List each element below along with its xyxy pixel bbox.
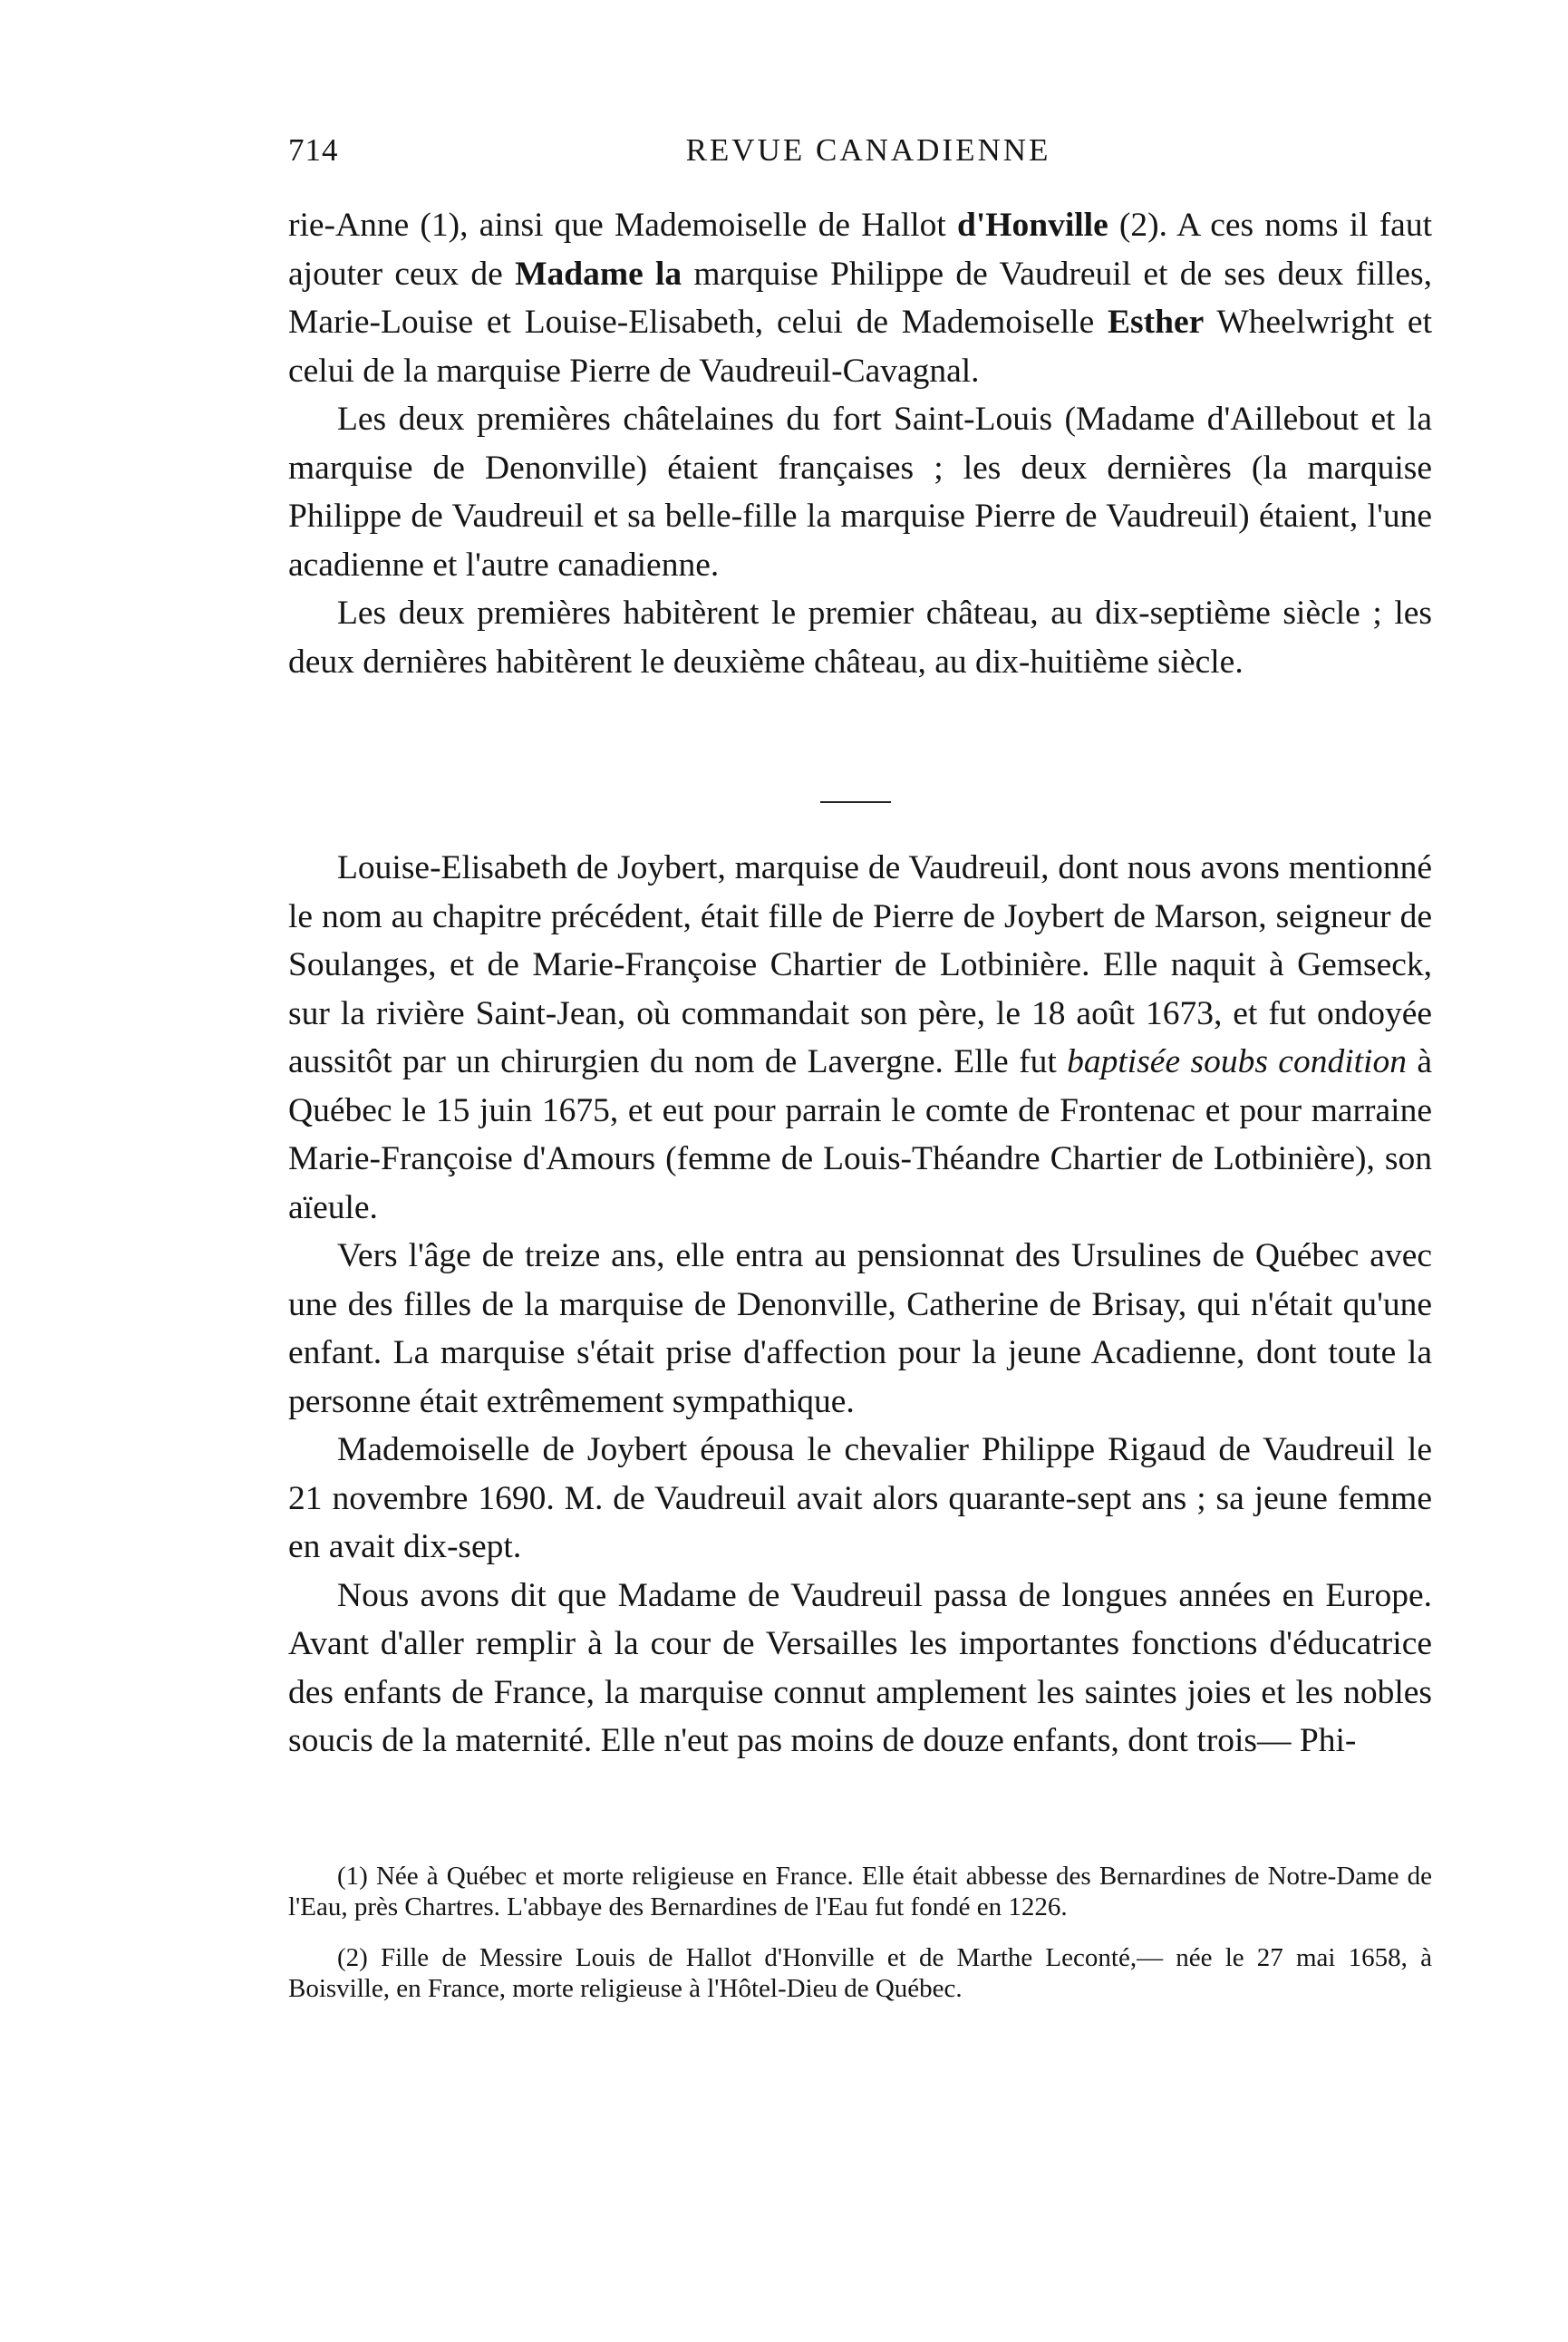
running-title: REVUE CANADIENNE — [685, 132, 1051, 168]
footnotes — [288, 1861, 1432, 2024]
section-separator — [820, 801, 891, 803]
text-run: Louise-Elisabeth de Joybert, marquise de Vaudreuil, dont nous avons mentionné le nom au chapitre précédent, était fille de Pierre de Joybert de Marson, seigneur de Soulanges, et de Marie-Françoise Chartier de Lotbinière. Elle naquit à Gemseck, sur la rivière Saint-Jean, où commandait son père, le 18 août 1673, et fut ondoyée aussitôt par un chirurgien du nom de Lavergne. Elle fut — [288, 849, 1432, 1080]
footnote-2: (2) Fille de Messire Louis de Hallot d'Honville et de Marthe Leconté,— née le 27 mai 1658, à Boisville, en France, morte religieuse à l'Hôtel-Dieu de Québec. — [288, 1943, 1432, 2003]
bold-run: Esther — [1108, 304, 1205, 341]
paragraph-mariage: Mademoiselle de Joybert épousa le chevalier Philippe Rigaud de Vaudreuil le 21 novembre 1690. M. de Vaudreuil avait alors quarante-sept ans ; sa jeune femme en avait dix-sept. — [288, 1431, 1432, 1565]
section-two — [288, 844, 1432, 1766]
bold-run: d'Honville — [957, 207, 1108, 244]
section-one — [288, 201, 1432, 686]
bold-run: Madame la — [515, 255, 682, 293]
text-run: rie-Anne (1), ainsi que Mademoiselle de Hallot — [288, 207, 958, 244]
text-run: à Québec le 15 juin 1675, et eut pour parrain le comte de Frontenac et pour marraine Marie-Françoise d'Amours (femme de Louis-Théandre Chartier de Lotbinière), son aïeule. — [288, 1043, 1432, 1226]
text-run: Wheelwright et celui de la marquise Pierre de Vaudreuil-Cavagnal. — [288, 304, 1432, 390]
paragraph-joybert — [288, 844, 1432, 1232]
paragraph-continuation — [288, 201, 1432, 395]
text-run: marquise Philippe de Vaudreuil et de ses deux filles, Marie-Louise et Louise-Elisabeth, celui de Mademoiselle — [288, 255, 1432, 341]
paragraph-ursulines: Vers l'âge de treize ans, elle entra au pensionnat des Ursulines de Québec avec une des filles de la marquise de Denonville, Catherine de Brisay, qui n'était qu'une enfant. La marquise s'était prise d'affection pour la jeune Acadienne, dont toute la personne était extrêmement sympathique. — [288, 1237, 1432, 1420]
paragraph-chateaux: Les deux premières habitèrent le premier château, au dix-septième siècle ; les deux dernières habitèrent le deuxième château, au dix-huitième siècle. — [288, 595, 1432, 681]
page-header — [288, 132, 1432, 187]
italic-run: baptisée soubs condition — [1067, 1043, 1407, 1080]
paragraph-chatelaines: Les deux premières châtelaines du fort Saint-Louis (Madame d'Aillebout et la marquise de Denonville) étaient françaises ; les deux dernières (la marquise Philippe de Vaudreuil et sa belle-fille la marquise Pierre de Vaudreuil) étaient, l'une acadienne et l'autre canadienne. — [288, 401, 1432, 584]
page-number: 714 — [288, 132, 339, 168]
paragraph-europe: Nous avons dit que Madame de Vaudreuil passa de longues années en Europe. Avant d'aller remplir à la cour de Versailles les importantes fonctions d'éducatrice des enfants de France, la marquise connut amplement les saintes joies et les nobles soucis de la maternité. Elle n'eut pas moins de douze enfants, dont trois— Phi- — [288, 1576, 1432, 1759]
text-run: (2). A ces noms il faut ajouter ceux de — [288, 207, 1432, 293]
footnote-1: (1) Née à Québec et morte religieuse en France. Elle était abbesse des Bernardines de Notre-Dame de l'Eau, près Chartres. L'abbaye des Bernardines de l'Eau fut fondé en 1226. — [288, 1862, 1432, 1921]
